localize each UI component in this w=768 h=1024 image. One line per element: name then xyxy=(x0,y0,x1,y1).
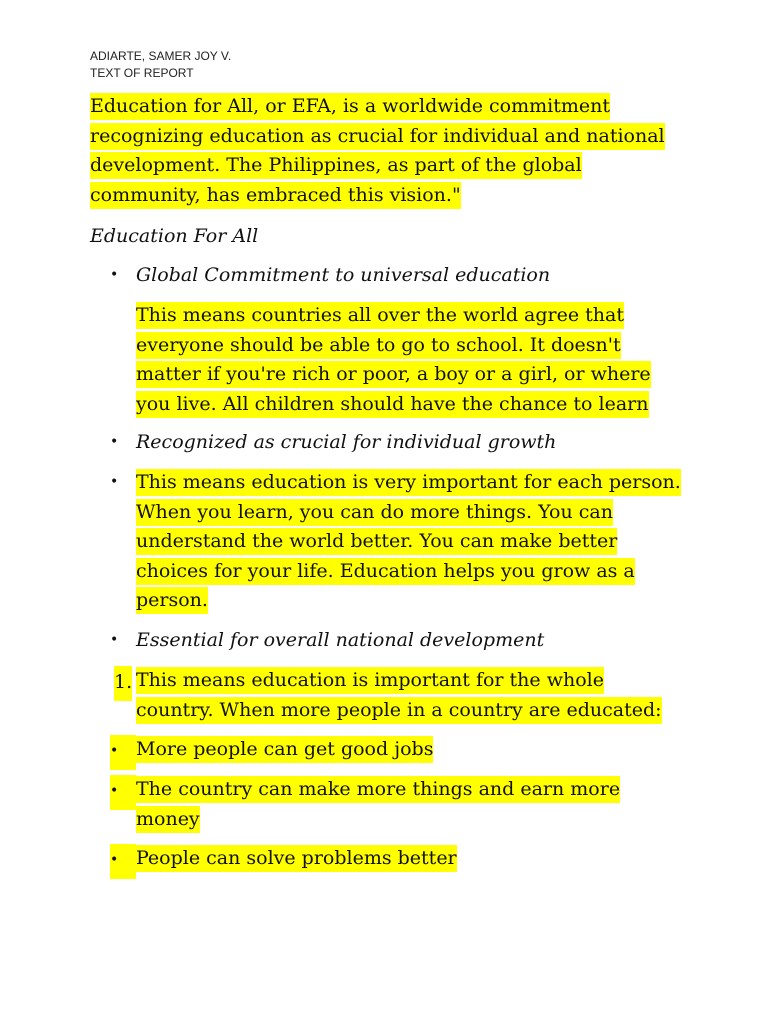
paragraph-line: The country can make more things and earn more xyxy=(136,776,620,803)
paragraph-line: More people can get good jobs xyxy=(136,736,433,763)
bullet-marker: • xyxy=(110,775,136,810)
intro-line: recognizing education as crucial for individual and national xyxy=(90,123,665,150)
section-title: Education For All xyxy=(90,225,259,247)
list-number: 1. xyxy=(114,666,132,701)
intro-line: Education for All, or EFA, is a worldwide commitment xyxy=(90,93,610,120)
bullet-marker: • xyxy=(110,735,136,770)
sub-bullet-text xyxy=(136,844,457,874)
paragraph-line: matter if you're rich or poor, a boy or a girl, or where xyxy=(136,361,651,388)
paragraph-line: country. When more people in a country are educated: xyxy=(136,697,662,724)
list-item-heading: Global Commitment to universal education xyxy=(136,264,551,286)
bullet-marker: • xyxy=(110,474,119,490)
numbered-item-text xyxy=(136,666,696,725)
paragraph-line: person. xyxy=(136,587,208,614)
paragraph-line: This means countries all over the world agree that xyxy=(136,302,624,329)
intro-line: development. The Philippines, as part of the global xyxy=(90,152,582,179)
sub-bullet-text xyxy=(136,735,433,765)
paragraph-line: money xyxy=(136,806,200,833)
intro-line: community, has embraced this vision." xyxy=(90,182,461,209)
list-item-heading: Recognized as crucial for individual growth xyxy=(136,431,557,453)
explanation-text xyxy=(136,468,681,616)
explanation-paragraph xyxy=(136,301,696,419)
list-item-heading: Essential for overall national development xyxy=(136,629,545,651)
sub-bullet-text xyxy=(136,775,620,834)
author-name: ADIARTE, SAMER JOY V. xyxy=(90,49,232,63)
paragraph-line: choices for your life. Education helps you grow as a xyxy=(136,558,635,585)
intro-paragraph xyxy=(90,92,690,210)
bullet-marker: • xyxy=(110,267,119,283)
document-header xyxy=(90,48,231,82)
paragraph-line: People can solve problems better xyxy=(136,845,457,872)
paragraph-line: When you learn, you can do more things. You can xyxy=(136,499,613,526)
paragraph-line: everyone should be able to go to school. It doesn't xyxy=(136,332,621,359)
paragraph-line: This means education is important for the whole xyxy=(136,667,604,694)
bullet-marker: • xyxy=(110,434,119,450)
paragraph-line: you live. All children should have the chance to learn xyxy=(136,391,649,418)
bullet-marker: • xyxy=(110,844,136,879)
paragraph-line: understand the world better. You can make better xyxy=(136,528,617,555)
bullet-marker: • xyxy=(110,632,119,648)
paragraph-line: This means education is very important for each person. xyxy=(136,469,681,496)
report-label: TEXT OF REPORT xyxy=(90,66,194,80)
